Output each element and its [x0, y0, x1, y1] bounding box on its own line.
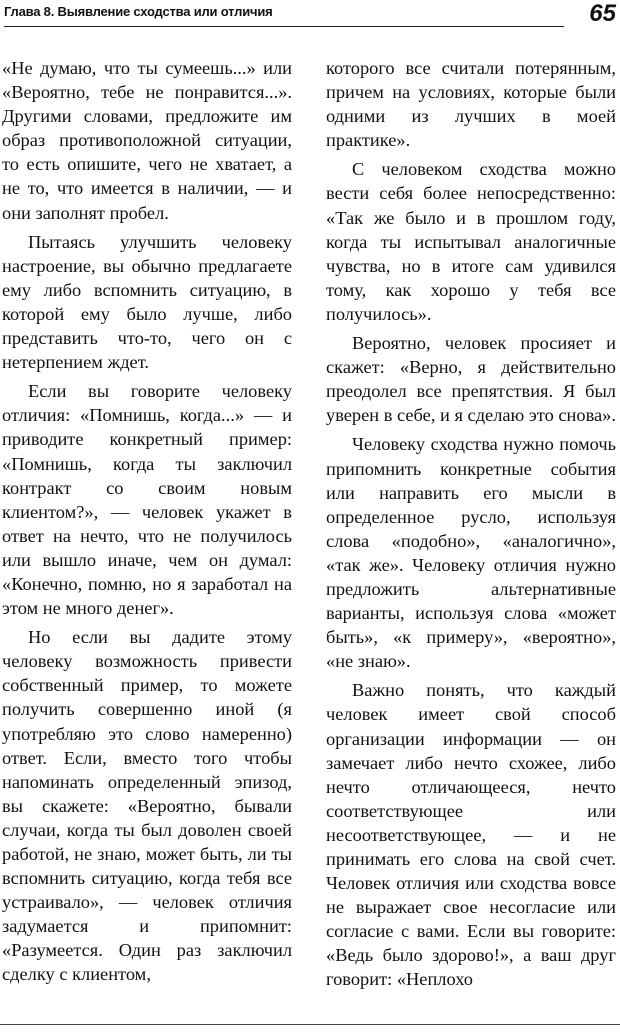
paragraph: «Не думаю, что ты сумеешь...» или «Вероятно, тебе не понравится...». Другими словами, предложите им образ противоположной ситуации, то есть опишите, чего не хватает, а не то, что имеется в наличии, — и они заполнят пробел. — [2, 58, 292, 223]
paragraph: Но если вы дадите этому человеку возможность привести собственный пример, то можете получить совершенно иной (я употребляю это слово намеренно) ответ. Если, вместо того чтобы напоминать определенный эпизод, вы скажете: «Вероятно, бывали случаи, когда ты был доволен своей работой, не знаю, может быть, ли ты вспомнить ситуацию, когда тебя все устраивало», — человек отличия задумается и припомнит: «Разумеется. Один раз заключил сделку с клиентом, — [2, 627, 292, 985]
paragraph: Пытаясь улучшить человеку настроение, вы обычно предлагаете ему либо вспомнить ситуацию, в которой ему было лучше, либо представить что-то, чего он с нетерпением ждет. — [2, 231, 292, 373]
paragraph: Важно понять, что каждый человек имеет свой способ организации информации — он замечает либо нечто схожее, либо нечто отличающееся, нечто соответствующее или несоответствующее, — и не принимать его слова на свой счет. Человек отличия или сходства вовсе не выражает свое несогласие или согласие с вами. Если вы говорите: «Ведь было здорово!», а ваш друг говорит: «Неплохо — [326, 680, 616, 990]
paragraph: С человеком сходства можно вести себя более непосредственно: «Так же было и в прошлом году, когда ты испытывал аналогичные чувства, но в итоге сам удивился тому, как хорошо у тебя все получилось». — [326, 159, 616, 324]
right-column — [326, 56, 616, 992]
paragraph: Если вы говорите человеку отличия: «Помнишь, когда...» — и приводите конкретный пример: «Помнишь, когда ты заключил контракт со своим новым клиентом?», — человек укажет в ответ на нечто, что не получилось или вышло иначе, чем он думал: «Конечно, помню, но я заработал на этом не много денег». — [2, 381, 292, 619]
running-header — [4, 0, 616, 34]
left-column — [2, 56, 292, 987]
footer-rule — [0, 1024, 620, 1025]
header-rule — [4, 26, 564, 27]
page-number: 65 — [589, 0, 616, 27]
paragraph: которого все считали потерянным, причем на условиях, которые были одними из лучших в моей практике». — [326, 58, 616, 151]
paragraph: Вероятно, человек просияет и скажет: «Верно, я действительно преодолел все препятствия. Я был уверен в себе, и я сделаю это снова». — [326, 333, 616, 426]
paragraph: Человеку сходства нужно помочь припомнить конкретные события или направить его мысли в определенное русло, используя слова «подобно», «аналогично», «так же». Человеку отличия нужно предложить альтернативные варианты, используя слова «может быть», «к примеру», «вероятно», «не знаю». — [326, 434, 616, 672]
chapter-title: Глава 8. Выявление сходства или отличия — [4, 4, 273, 19]
